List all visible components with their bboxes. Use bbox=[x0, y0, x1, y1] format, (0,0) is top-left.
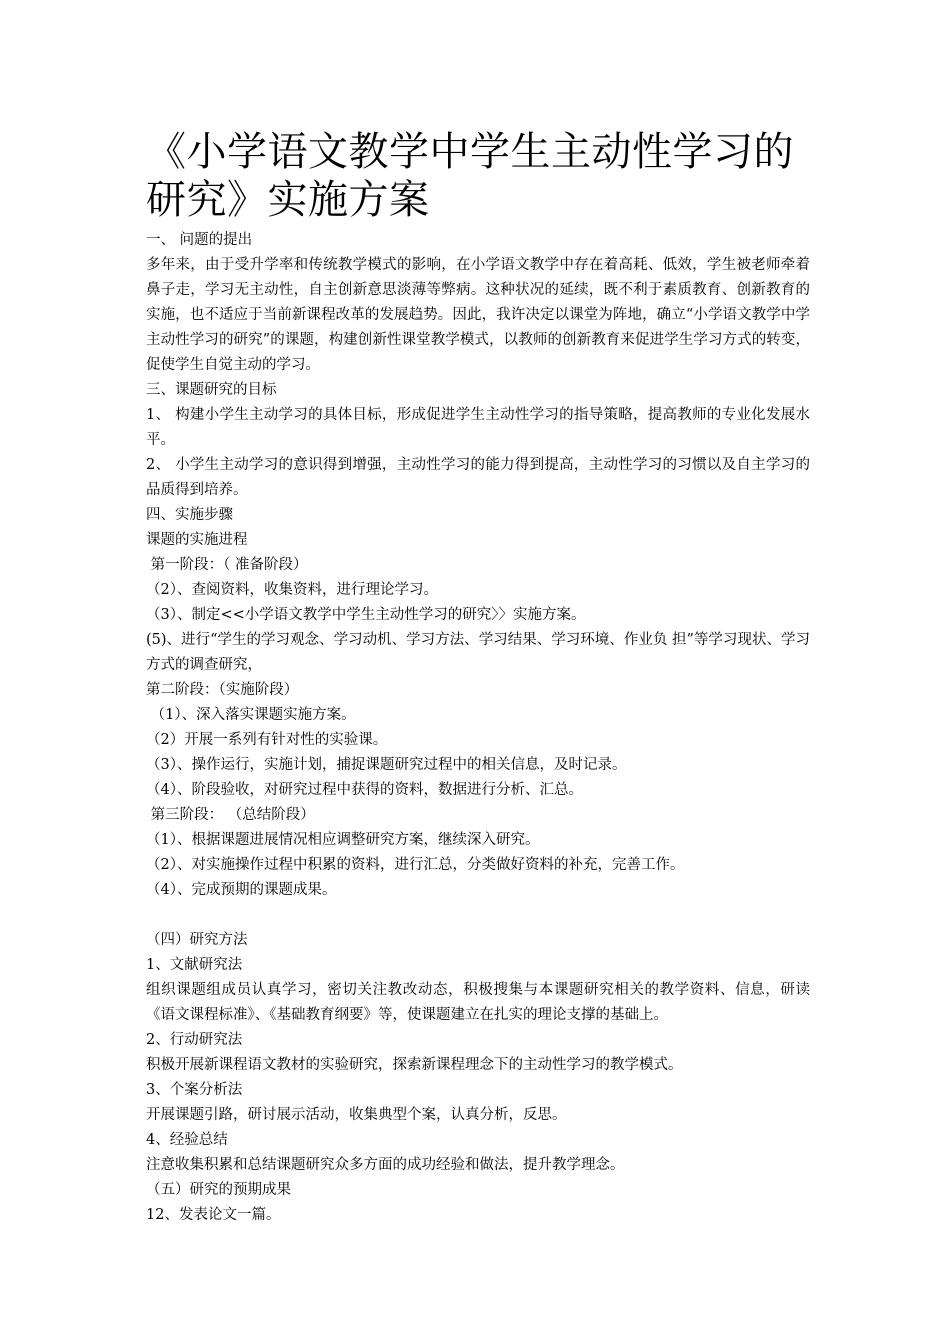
section-heading-steps: 四、实施步骤 bbox=[146, 507, 233, 523]
method-heading: 1、文献研究法 bbox=[146, 957, 243, 973]
method-body: 开展课题引路，研讨展示活动，收集典型个案，认真分析，反思。 bbox=[146, 1107, 567, 1123]
method-body: 积极开展新课程语文教材的实验研究，探索新课程理念下的主动性学习的教学模式。 bbox=[146, 1057, 683, 1073]
method-body: 注意收集积累和总结课题研究众多方面的成功经验和做法，提升教学理念。 bbox=[146, 1157, 625, 1173]
stage2-item: （2）开展一系列有针对性的实验课。 bbox=[146, 732, 388, 748]
stage1-item: (5)、进行“学生的学习观念、学习动机、学习方法、学习结果、学习环境、作业负 担”等学习现状、学习方式的调查研究， bbox=[146, 632, 810, 673]
stage3-item: （1）、根据课题进展情况相应调整研究方案，继续深入研究。 bbox=[146, 832, 540, 848]
section-heading-problem: 一、 问题的提出 bbox=[146, 232, 253, 248]
method-body: 组织课题组成员认真学习，密切关注教改动态，积极搜集与本课题研究相关的教学资料、信息，研读《语文课程标准》、《基础教育纲要》等，使课题建立在扎实的理论支撑的基础上。 bbox=[146, 982, 810, 1023]
section-heading-goals: 三、课题研究的目标 bbox=[146, 382, 277, 398]
process-heading: 课题的实施进程 bbox=[146, 532, 248, 548]
method-heading: 2、行动研究法 bbox=[146, 1032, 243, 1048]
stage1-item: （2）、查阅资料，收集资料，进行理论学习。 bbox=[146, 582, 438, 598]
result-item: 12、发表论文一篇。 bbox=[146, 1207, 281, 1223]
blank-line bbox=[146, 903, 810, 928]
methods-heading: （四）研究方法 bbox=[146, 932, 248, 948]
stage2-item: （3）、操作运行，实施计划，捕捉课题研究过程中的相关信息，及时记录。 bbox=[146, 757, 627, 773]
results-heading: （五）研究的预期成果 bbox=[146, 1182, 291, 1198]
stage2-item: （4）、阶段验收，对研究过程中获得的资料，数据进行分析、汇总。 bbox=[146, 782, 583, 798]
goal-item-2: 2、 小学生主动学习的意识得到增强，主动性学习的能力得到提高，主动性学习的习惯以及自主学习的品质得到培养。 bbox=[146, 457, 810, 498]
stage3-item: （4）、完成预期的课题成果。 bbox=[146, 882, 337, 898]
problem-paragraph: 多年来，由于受升学率和传统教学模式的影响，在小学语文教学中存在着高耗、低效，学生被老师牵着鼻子走，学习无主动性，自主创新意思淡薄等弊病。这种状况的延续，既不利于素质教育、创新教育的实施，也不适应于当前新课程改革的发展趋势。因此，我许决定以课堂为阵地，确立“小学语文教学中学主动性学习的研究”的课题，构建创新性课堂教学模式，以教师的创新教育来促进学生学习方式的转变，促使学生自觉主动的学习。 bbox=[146, 257, 810, 373]
stage3-heading: 第三阶段： （总结阶段） bbox=[146, 807, 315, 823]
stage2-item: （1）、深入落实课题实施方案。 bbox=[146, 707, 356, 723]
stage1-item: （3）、制定<<小学语文教学中学生主动性学习的研究〉〉实施方案。 bbox=[146, 607, 586, 623]
goal-item-1: 1、 构建小学生主动学习的具体目标，形成促进学生主动性学习的指导策略，提高教师的专业化发展水平。 bbox=[146, 407, 810, 448]
method-heading: 3、个案分析法 bbox=[146, 1082, 243, 1098]
document-page bbox=[146, 128, 810, 1228]
stage1-heading: 第一阶段：（ 准备阶段） bbox=[146, 557, 308, 573]
stage3-item: （2）、对实施操作过程中积累的资料，进行汇总，分类做好资料的补充，完善工作。 bbox=[146, 857, 685, 873]
method-heading: 4、经验总结 bbox=[146, 1132, 228, 1148]
document-title: 《小学语文教学中学生主动性学习的研究》实施方案 bbox=[146, 129, 794, 223]
stage2-heading: 第二阶段：（实施阶段） bbox=[146, 682, 299, 698]
